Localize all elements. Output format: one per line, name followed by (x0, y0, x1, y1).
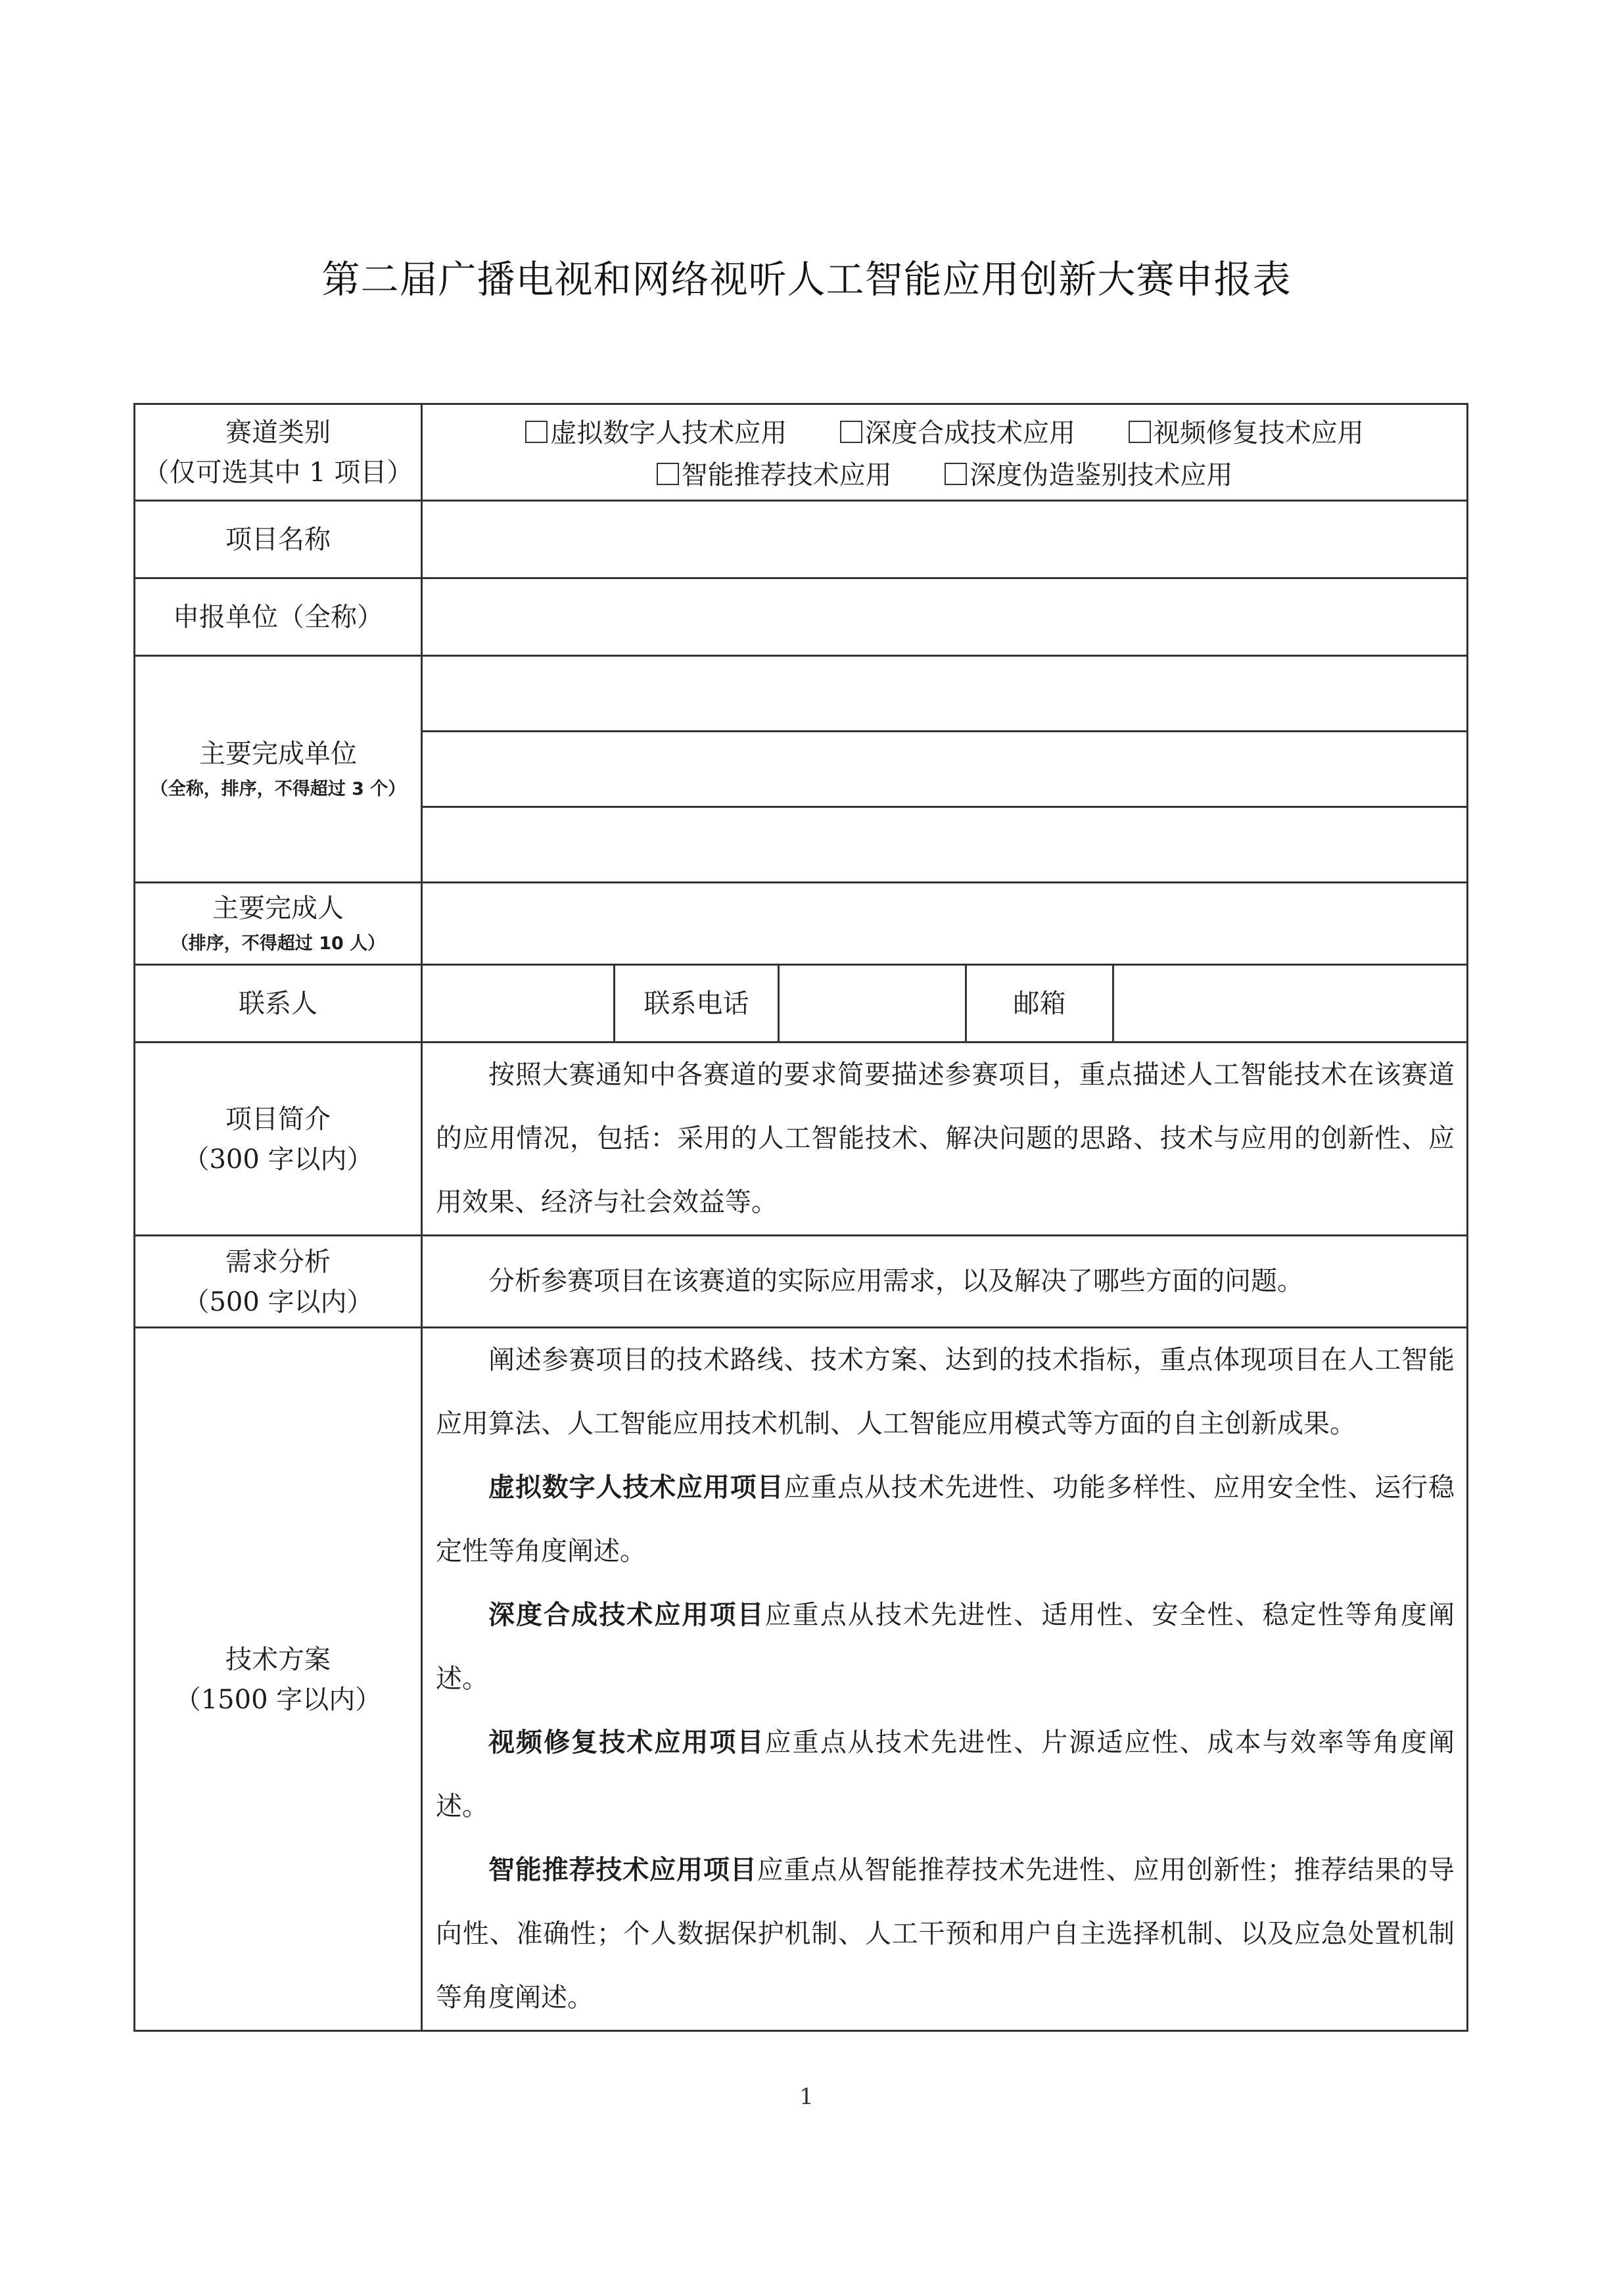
project-name-field[interactable] (422, 501, 1468, 578)
main-people-note: （排序，不得超过 10 人） (170, 933, 386, 954)
track-note: （仅可选其中 1 项目） (143, 457, 413, 488)
intro-label-cell (135, 1043, 422, 1236)
tech-item-virtual-human: 虚拟数字人技术应用项目应重点从技术先进性、功能多样性、应用安全性、运行稳定性等角度阐述。 (436, 1472, 1455, 1566)
checkbox-icon[interactable] (1129, 421, 1151, 443)
demand-text: 分析参赛项目在该赛道的实际应用需求，以及解决了哪些方面的问题。 (488, 1266, 1303, 1296)
applicant-field[interactable] (422, 578, 1468, 656)
demand-content[interactable] (422, 1236, 1468, 1328)
main-units-fields (422, 656, 1468, 883)
intro-note: （300 字以内） (183, 1144, 373, 1175)
track-options (422, 404, 1468, 501)
track-label-cell (135, 404, 422, 501)
checkbox-icon[interactable] (657, 463, 679, 485)
tech-content[interactable] (422, 1328, 1468, 2031)
main-people-field[interactable] (422, 883, 1468, 965)
track-option-video-restoration[interactable]: 视频修复技术应用 (1129, 418, 1364, 448)
demand-label-cell (135, 1236, 422, 1328)
track-option-virtual-human[interactable]: 虚拟数字人技术应用 (525, 418, 787, 448)
contact-field[interactable] (422, 965, 615, 1043)
intro-label: 项目简介 (225, 1104, 331, 1135)
tech-item-deep-synthesis: 深度合成技术应用项目应重点从技术先进性、适用性、安全性、稳定性等角度阐述。 (436, 1600, 1455, 1694)
tech-label: 技术方案 (225, 1644, 331, 1675)
page-title: 第二届广播电视和网络视听人工智能应用创新大赛申报表 (321, 257, 1292, 302)
contact-label: 联系人 (135, 965, 422, 1043)
demand-label: 需求分析 (225, 1246, 331, 1277)
page-number: 1 (799, 2084, 814, 2110)
tech-note: （1500 字以内） (174, 1684, 382, 1715)
track-option-deepfake-detection[interactable]: 深度伪造鉴别技术应用 (945, 460, 1232, 490)
project-name-label: 项目名称 (135, 501, 422, 578)
intro-text: 按照大赛通知中各赛道的要求简要描述参赛项目，重点描述人工智能技术在该赛道的应用情况，包括：采用的人工智能技术、解决问题的思路、技术与应用的创新性、应用效果、经济与社会效益等。 (436, 1060, 1455, 1217)
main-units-label: 主要完成单位 (199, 739, 357, 769)
tech-item-smart-recommendation: 智能推荐技术应用项目应重点从智能推荐技术先进性、应用创新性；推荐结果的导向性、准确性；个人数据保护机制、人工干预和用户自主选择机制、以及应急处置机制等角度阐述。 (436, 1855, 1455, 2013)
checkbox-icon[interactable] (525, 421, 548, 443)
main-unit-field-1[interactable] (423, 657, 1466, 732)
checkbox-icon[interactable] (840, 421, 862, 443)
application-form (133, 403, 1468, 2032)
intro-content[interactable] (422, 1043, 1468, 1236)
tech-intro: 阐述参赛项目的技术路线、技术方案、达到的技术指标，重点体现项目在人工智能应用算法、人工智能应用技术机制、人工智能应用模式等方面的自主创新成果。 (436, 1345, 1455, 1439)
main-people-label-cell (135, 883, 422, 965)
track-option-smart-recommendation[interactable]: 智能推荐技术应用 (657, 460, 892, 490)
email-field[interactable] (1113, 965, 1468, 1043)
checkbox-icon[interactable] (945, 463, 967, 485)
main-units-note: （全称，排序，不得超过 3 个） (150, 779, 406, 799)
main-unit-field-3[interactable] (423, 807, 1466, 882)
email-label: 邮箱 (966, 965, 1113, 1043)
track-label: 赛道类别 (225, 417, 331, 448)
main-unit-field-2[interactable] (423, 732, 1466, 807)
phone-label: 联系电话 (615, 965, 779, 1043)
phone-field[interactable] (779, 965, 966, 1043)
tech-item-video-restoration: 视频修复技术应用项目应重点从技术先进性、片源适应性、成本与效率等角度阐述。 (436, 1727, 1455, 1821)
demand-note: （500 字以内） (183, 1286, 373, 1317)
applicant-label: 申报单位（全称） (135, 578, 422, 656)
tech-label-cell (135, 1328, 422, 2031)
track-option-deep-synthesis[interactable]: 深度合成技术应用 (840, 418, 1075, 448)
main-people-label: 主要完成人 (212, 893, 344, 924)
main-units-label-cell (135, 656, 422, 883)
